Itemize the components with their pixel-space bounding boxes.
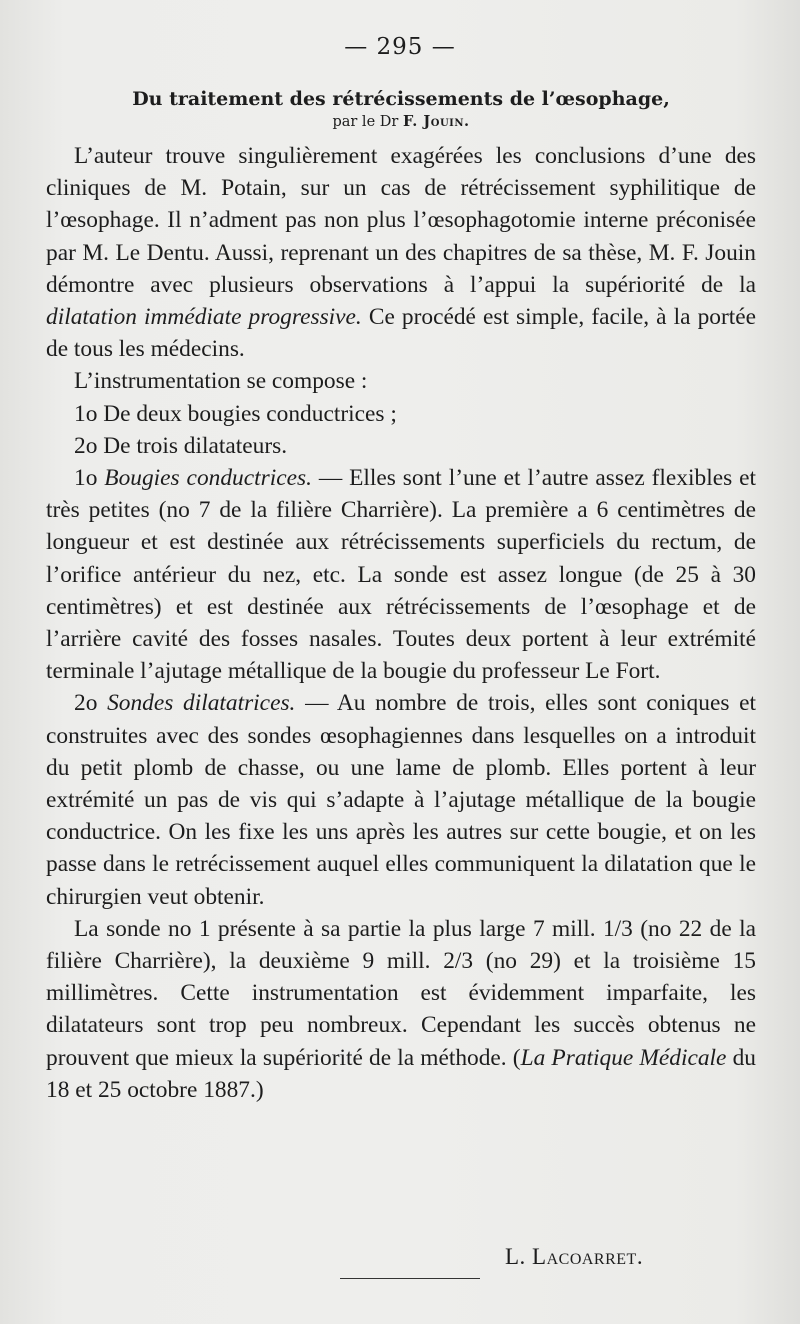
paragraph-intro: L’auteur trouve singulièrement exagérées les conclusions d’une des cliniques de M. Potain, sur un cas de rétrécissement syphilitique de l’œsophage. Il n’adment pas non plus l’œsophagotomie interne préconisée par M. Le Dentu. Aussi, reprenant un des chapitres de sa thèse, M. F. Jouin démontre avec plusieurs observations à l’appui la supériorité de la dilatation immédiate progressive. Ce procédé est simple, facile, à la portée de tous les médecins. bbox=[46, 143, 757, 363]
article-body bbox=[46, 140, 756, 1106]
article-title: Du traitement des rétrécissements de l’œsophage, bbox=[132, 88, 670, 110]
journal-title: La Pratique Médicale bbox=[520, 1044, 727, 1071]
paragraph-bougies: 1o Bougies conductrices. — Elles sont l’une et l’autre assez flexibles et très petites (no 7 de la filière Charrière). La première a 6 centimètres de longueur et est destinée aux rétrécissements superficiels du rectum, de l’orifice antérieur du nez, etc. La sonde est assez longue (de 25 à 30 centimètres) et est destinée aux rétrécissements de l’œsophage et de l’arrière cavité des fosses nasales. Toutes deux portent à leur extrémité terminale l’ajutage métallique de la bougie du professeur Le Fort. bbox=[46, 465, 756, 685]
list-item-dilatateurs: 2o De trois dilatateurs. bbox=[74, 432, 288, 459]
separator-rule bbox=[340, 1278, 480, 1279]
emphasis-method: dilatation immédiate progressive. bbox=[46, 304, 362, 331]
heading-bougies: Bougies conductrices. bbox=[104, 465, 312, 492]
paragraph-instrumentation: L’instrumentation se compose : bbox=[74, 368, 368, 395]
article bbox=[46, 86, 756, 1106]
heading-sondes: Sondes dilatatrices. bbox=[107, 690, 296, 717]
byline-prefix: par le Dr bbox=[332, 114, 399, 130]
list-item-bougies: 1o De deux bougies conductrices ; bbox=[74, 400, 397, 427]
article-byline bbox=[46, 112, 756, 132]
page-number: — 295 — bbox=[344, 34, 456, 60]
paragraph-conclusion: La sonde no 1 présente à sa partie la plus large 7 mill. 1/3 (no 22 de la filière Charrière), la deuxième 9 mill. 2/3 (no 29) et la troisième 15 millimètres. Cette instrumentation est évidemment imparfaite, les dilatateurs sont trop peu nombreux. Cependant les succès obtenus ne prouvent que mieux la supériorité de la méthode. (La Pratique Médicale du 18 et 25 octobre 1887.) bbox=[46, 915, 756, 1103]
paragraph-sondes: 2o Sondes dilatatrices. — Au nombre de trois, elles sont coniques et construites avec des sondes œsophagiennes dans lesquelles on a introduit du petit plomb de chasse, ou une lame de plomb. Elles portent à leur extrémité un pas de vis qui s’adapte à l’ajutage métallique de la bougie conductrice. On les fixe les uns après les autres sur cette bougie, et on les passe dans le retrécissement auquel elles communiquent la dilatation que le chirurgien veut obtenir. bbox=[46, 690, 756, 910]
signature: L. Lacoarret. bbox=[505, 1244, 644, 1269]
byline-author: F. Jouin. bbox=[402, 113, 470, 130]
